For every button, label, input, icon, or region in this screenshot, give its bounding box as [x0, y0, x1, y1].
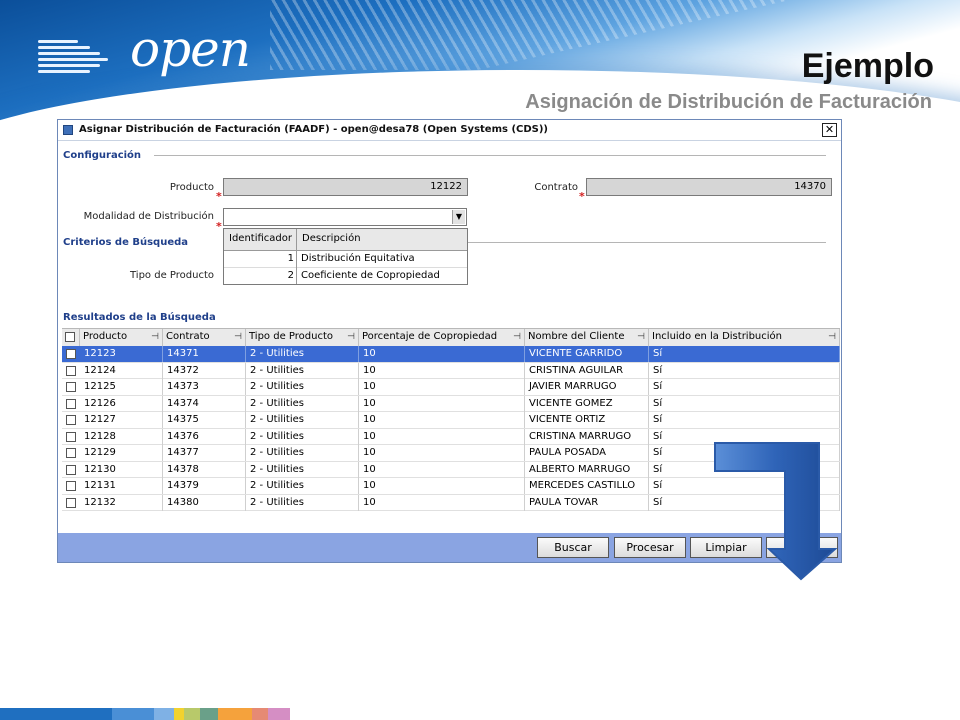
- table-cell: 14380: [163, 495, 246, 511]
- contrato-field[interactable]: 14370: [586, 178, 832, 196]
- table-cell: VICENTE ORTIZ: [525, 412, 649, 428]
- table-cell: 14379: [163, 478, 246, 494]
- row-checkbox[interactable]: [66, 349, 76, 359]
- row-checkbox[interactable]: [66, 498, 76, 508]
- col-tipo-producto[interactable]: [246, 329, 359, 346]
- table-cell: Sí: [649, 412, 840, 428]
- table-cell: 10: [359, 478, 525, 494]
- table-cell: Sí: [649, 445, 840, 461]
- section-configuracion: Configuración: [63, 150, 142, 161]
- logo-text: open: [130, 20, 250, 78]
- table-cell: 10: [359, 396, 525, 412]
- table-cell: 2 - Utilities: [246, 478, 359, 494]
- col-contrato[interactable]: [163, 329, 246, 346]
- table-cell: 14373: [163, 379, 246, 395]
- table-cell: 12126: [80, 396, 163, 412]
- table-cell: VICENTE GOMEZ: [525, 396, 649, 412]
- col-incluido[interactable]: [649, 329, 840, 346]
- table-cell: PAULA TOVAR: [525, 495, 649, 511]
- col-nombre-cliente[interactable]: [525, 329, 649, 346]
- row-checkbox[interactable]: [66, 432, 76, 442]
- header-descripcion[interactable]: Descripción: [302, 233, 361, 244]
- col-label: Contrato: [166, 331, 210, 342]
- table-cell: 2 - Utilities: [246, 412, 359, 428]
- pin-icon[interactable]: ⊣: [828, 332, 836, 342]
- table-cell: 2 - Utilities: [246, 379, 359, 395]
- color-bar-segment: [184, 708, 200, 720]
- col-label: Nombre del Cliente: [528, 331, 625, 342]
- color-bar-segment: [200, 708, 218, 720]
- pin-icon[interactable]: ⊣: [234, 332, 242, 342]
- table-cell: JAVIER MARRUGO: [525, 379, 649, 395]
- table-row[interactable]: [62, 363, 840, 380]
- dropdown-header: [224, 229, 467, 251]
- producto-field[interactable]: 12122: [223, 178, 468, 196]
- color-bar-segment: [174, 708, 184, 720]
- procesar-button[interactable]: Procesar: [614, 537, 686, 558]
- table-cell: VICENTE GARRIDO: [525, 346, 649, 362]
- color-bar-segment: [154, 708, 174, 720]
- table-cell: 10: [359, 346, 525, 362]
- table-row[interactable]: [62, 346, 840, 363]
- table-cell: 10: [359, 363, 525, 379]
- dropdown-option[interactable]: [224, 251, 467, 268]
- section-divider: [468, 242, 826, 243]
- modalidad-dropdown-list[interactable]: [223, 228, 468, 285]
- col-label: Producto: [83, 331, 128, 342]
- table-cell: 10: [359, 445, 525, 461]
- close-window-button[interactable]: ✕: [822, 123, 837, 137]
- table-cell: 10: [359, 495, 525, 511]
- table-cell: 2 - Utilities: [246, 495, 359, 511]
- table-cell: 12131: [80, 478, 163, 494]
- table-cell: Sí: [649, 346, 840, 362]
- col-producto[interactable]: [80, 329, 163, 346]
- table-cell: 12127: [80, 412, 163, 428]
- dropdown-column-divider: [296, 229, 297, 284]
- table-row[interactable]: [62, 396, 840, 413]
- buscar-button[interactable]: Buscar: [537, 537, 609, 558]
- row-checkbox[interactable]: [66, 481, 76, 491]
- option-desc: Distribución Equitativa: [301, 253, 415, 264]
- section-resultados: Resultados de la Búsqueda: [63, 312, 216, 323]
- table-cell: 14376: [163, 429, 246, 445]
- table-cell: CRISTINA MARRUGO: [525, 429, 649, 445]
- row-checkbox[interactable]: [66, 399, 76, 409]
- pin-icon[interactable]: ⊣: [151, 332, 159, 342]
- table-cell: 10: [359, 379, 525, 395]
- table-cell: 12124: [80, 363, 163, 379]
- window-title: Asignar Distribución de Facturación (FAADF) - open@desa78 (Open Systems (CDS)): [79, 124, 548, 135]
- grid-header: [62, 328, 840, 347]
- option-id: 2: [287, 270, 294, 281]
- bottom-color-bar: [0, 708, 960, 720]
- row-checkbox[interactable]: [66, 366, 76, 376]
- table-cell: Sí: [649, 379, 840, 395]
- table-cell: 14375: [163, 412, 246, 428]
- table-cell: 2 - Utilities: [246, 396, 359, 412]
- table-cell: 12132: [80, 495, 163, 511]
- color-bar-segment: [252, 708, 268, 720]
- table-cell: 10: [359, 412, 525, 428]
- slide-title: Ejemplo: [801, 47, 934, 85]
- modalidad-select[interactable]: [223, 208, 467, 226]
- table-cell: 10: [359, 429, 525, 445]
- table-cell: 12128: [80, 429, 163, 445]
- table-cell: CRISTINA AGUILAR: [525, 363, 649, 379]
- table-cell: MERCEDES CASTILLO: [525, 478, 649, 494]
- table-row[interactable]: [62, 412, 840, 429]
- dropdown-option[interactable]: [224, 268, 467, 284]
- table-cell: 14371: [163, 346, 246, 362]
- pin-icon[interactable]: ⊣: [513, 332, 521, 342]
- option-id: 1: [287, 253, 294, 264]
- tipo-producto-label: Tipo de Producto: [130, 270, 214, 281]
- app-icon: [63, 125, 73, 135]
- table-cell: 12129: [80, 445, 163, 461]
- required-mark: *: [579, 190, 585, 203]
- modalidad-label: Modalidad de Distribución: [83, 211, 214, 222]
- row-checkbox[interactable]: [66, 465, 76, 475]
- col-label: Porcentaje de Copropiedad: [362, 331, 498, 342]
- table-cell: Sí: [649, 495, 840, 511]
- row-checkbox[interactable]: [66, 382, 76, 392]
- limpiar-button[interactable]: Limpiar: [690, 537, 762, 558]
- table-cell: 2 - Utilities: [246, 363, 359, 379]
- table-cell: 2 - Utilities: [246, 346, 359, 362]
- table-cell: Sí: [649, 396, 840, 412]
- table-cell: 2 - Utilities: [246, 429, 359, 445]
- table-cell: 12125: [80, 379, 163, 395]
- table-cell: 12130: [80, 462, 163, 478]
- table-cell: 14378: [163, 462, 246, 478]
- color-bar-segment: [268, 708, 290, 720]
- chevron-down-icon[interactable]: ▼: [452, 210, 465, 224]
- required-mark: *: [216, 190, 222, 203]
- option-desc: Coeficiente de Copropiedad: [301, 270, 440, 281]
- col-label: Incluido en la Distribución: [652, 331, 782, 342]
- down-arrow-annotation: [713, 441, 837, 581]
- open-logo: [38, 18, 250, 88]
- select-all-checkbox[interactable]: [65, 332, 75, 342]
- table-cell: 14372: [163, 363, 246, 379]
- col-porcentaje[interactable]: [359, 329, 525, 346]
- section-criterios: Criterios de Búsqueda: [63, 237, 189, 248]
- pin-icon[interactable]: ⊣: [347, 332, 355, 342]
- contrato-label: Contrato: [534, 182, 578, 193]
- col-label: Tipo de Producto: [249, 331, 333, 342]
- required-mark: *: [216, 220, 222, 233]
- table-row[interactable]: [62, 379, 840, 396]
- header-select-all[interactable]: [62, 329, 80, 346]
- table-cell: Sí: [649, 429, 840, 445]
- table-cell: 14374: [163, 396, 246, 412]
- table-cell: 2 - Utilities: [246, 462, 359, 478]
- color-bar-segment: [218, 708, 252, 720]
- color-bar-segment: [0, 708, 112, 720]
- table-cell: Sí: [649, 478, 840, 494]
- window-titlebar[interactable]: [58, 120, 841, 141]
- table-cell: 2 - Utilities: [246, 445, 359, 461]
- table-cell: ALBERTO MARRUGO: [525, 462, 649, 478]
- table-cell: Sí: [649, 363, 840, 379]
- table-cell: PAULA POSADA: [525, 445, 649, 461]
- table-cell: 10: [359, 462, 525, 478]
- pin-icon[interactable]: ⊣: [637, 332, 645, 342]
- color-bar-segment: [112, 708, 154, 720]
- header-identificador[interactable]: Identificador: [229, 233, 292, 244]
- table-cell: 14377: [163, 445, 246, 461]
- table-cell: 12123: [80, 346, 163, 362]
- table-cell: Sí: [649, 462, 840, 478]
- row-checkbox[interactable]: [66, 448, 76, 458]
- section-divider: [154, 155, 826, 156]
- producto-label: Producto: [169, 182, 214, 193]
- row-checkbox[interactable]: [66, 415, 76, 425]
- slide-subtitle: Asignación de Distribución de Facturación: [525, 91, 932, 113]
